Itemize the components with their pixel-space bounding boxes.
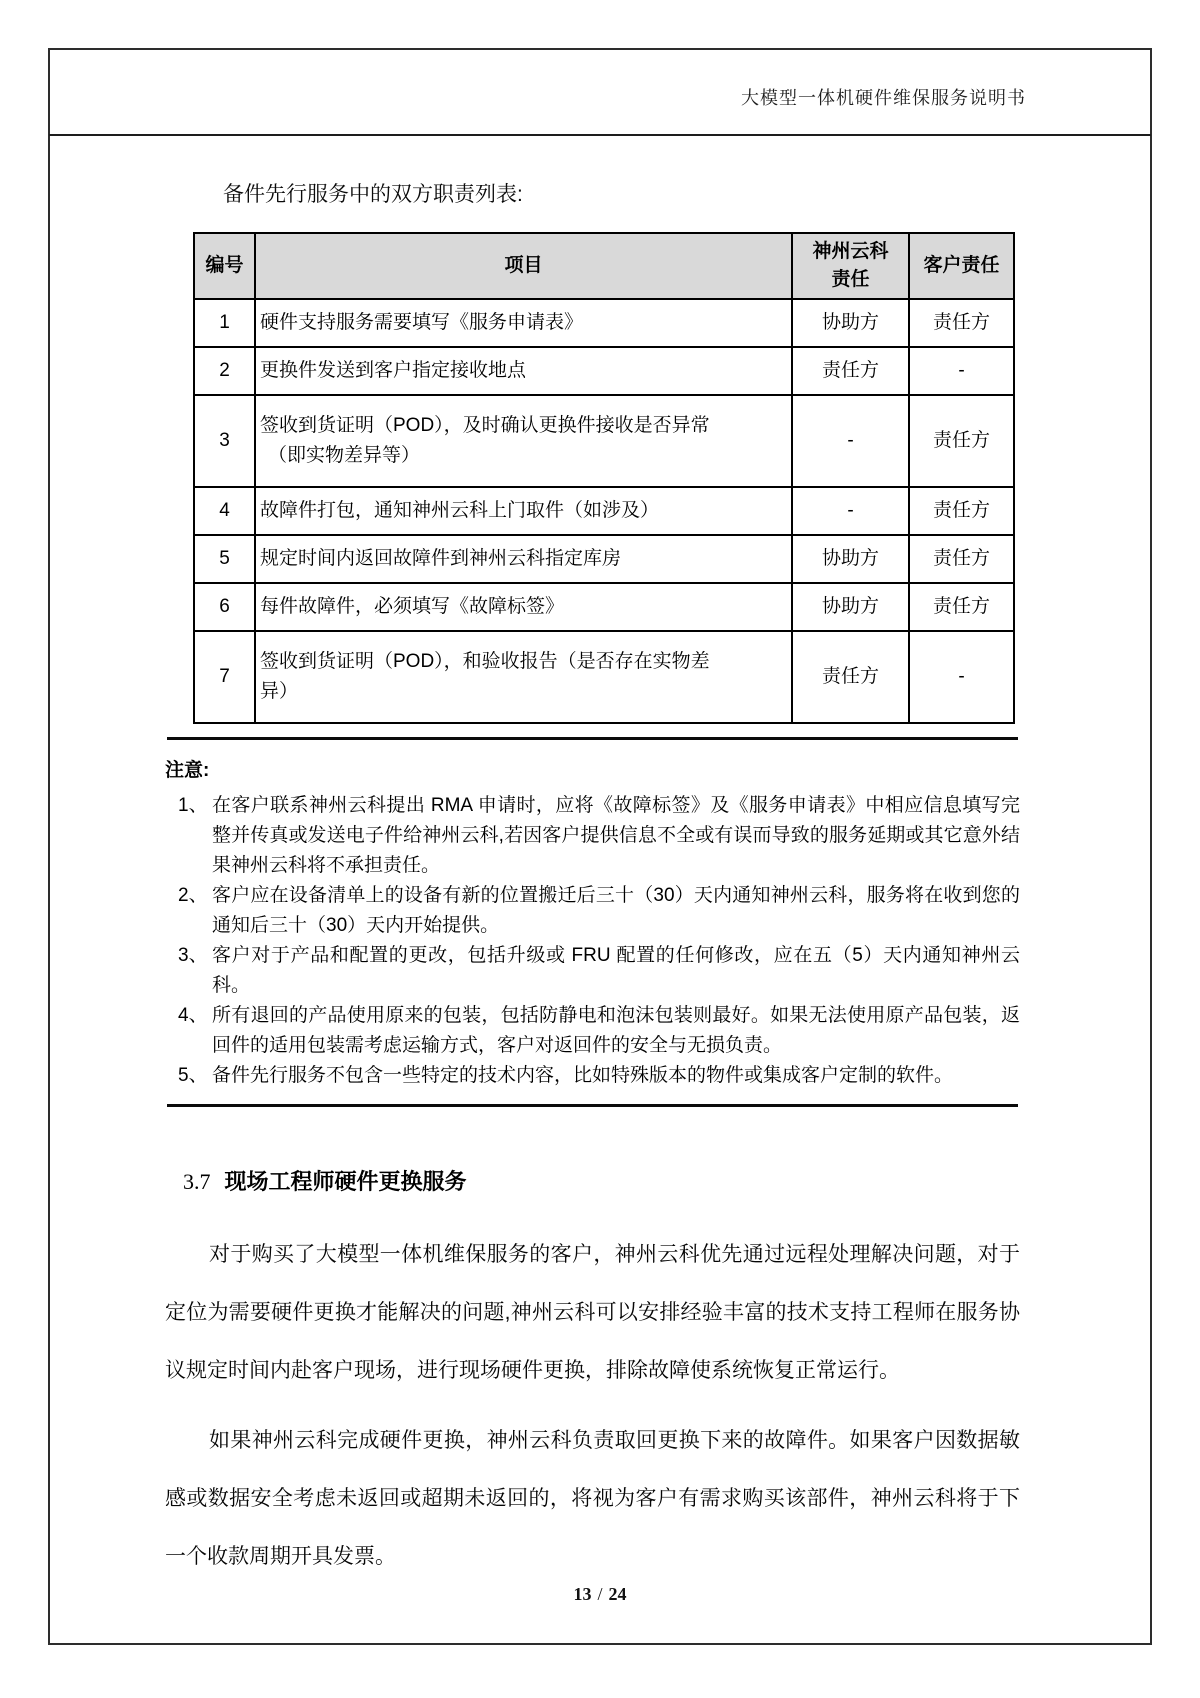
table-header-dcits-line2: 责任	[831, 269, 870, 290]
notes-list	[165, 791, 1020, 1091]
page-footer	[0, 1584, 1200, 1605]
note-item-3	[165, 941, 1020, 1001]
cell-item-line2: 异）	[260, 681, 299, 702]
note-text: 客户应在设备清单上的设备有新的位置搬迁后三十（30）天内通知神州云科，服务将在收到您的通知后三十（30）天内开始提供。	[212, 885, 1020, 936]
table-header-item: 项目	[255, 233, 792, 299]
table-row-1	[194, 299, 1014, 347]
cell-customer-responsibility: 责任方	[909, 535, 1014, 583]
cell-customer-responsibility: 责任方	[909, 487, 1014, 535]
cell-dcits-responsibility: 责任方	[792, 631, 909, 723]
note-text: 所有退回的产品使用原来的包装，包括防静电和泡沫包装则最好。如果无法使用原产品包装，返回件的适用包装需考虑运输方式，客户对返回件的安全与无损负责。	[212, 1005, 1020, 1056]
table-header-dcits-line1: 神州云科	[812, 241, 889, 262]
note-text: 客户对于产品和配置的更改，包括升级或 FRU 配置的任何修改，应在五（5）天内通知神州云科。	[212, 945, 1020, 996]
note-marker: 2、	[178, 885, 208, 906]
note-marker: 1、	[178, 795, 208, 816]
page-number-separator: /	[597, 1584, 603, 1604]
section-divider-line	[167, 737, 1018, 740]
cell-row-number: 2	[194, 347, 255, 395]
cell-dcits-responsibility: 协助方	[792, 583, 909, 631]
section-number: 3.7	[183, 1169, 211, 1194]
responsibilities-table	[193, 232, 1015, 724]
table-row-4	[194, 487, 1014, 535]
cell-dcits-responsibility: 协助方	[792, 535, 909, 583]
cell-row-number: 4	[194, 487, 255, 535]
cell-customer-responsibility: 责任方	[909, 583, 1014, 631]
cell-item: 每件故障件，必须填写《故障标签》	[255, 583, 792, 631]
table-header-no: 编号	[194, 233, 255, 299]
note-text: 备件先行服务不包含一些特定的技术内容，比如特殊版本的物件或集成客户定制的软件。	[212, 1065, 954, 1086]
cell-item	[255, 631, 792, 723]
cell-customer-responsibility: 责任方	[909, 299, 1014, 347]
page-number-current: 13	[573, 1584, 592, 1604]
intro-title: 备件先行服务中的双方职责列表:	[223, 183, 523, 206]
body-paragraph-1: 对于购买了大模型一体机维保服务的客户，神州云科优先通过远程处理解决问题，对于定位为需要硬件更换才能解决的问题,神州云科可以安排经验丰富的技术支持工程师在服务协议规定时间内赴客户现场，进行现场硬件更换，排除故障使系统恢复正常运行。	[165, 1243, 1020, 1382]
cell-customer-responsibility: -	[909, 347, 1014, 395]
note-item-1	[165, 791, 1020, 881]
cell-item: 故障件打包，通知神州云科上门取件（如涉及）	[255, 487, 792, 535]
table-row-6	[194, 583, 1014, 631]
cell-item-line1: 签收到货证明（POD），及时确认更换件接收是否异常	[260, 415, 710, 436]
cell-item-line2: （即实物差异等）	[268, 445, 421, 466]
section-title: 现场工程师硬件更换服务	[224, 1169, 467, 1194]
page-number-total: 24	[608, 1584, 627, 1604]
table-header-dcits-responsibility	[792, 233, 909, 299]
table-row-5	[194, 535, 1014, 583]
cell-item: 更换件发送到客户指定接收地点	[255, 347, 792, 395]
cell-customer-responsibility: 责任方	[909, 395, 1014, 487]
notes-label: 注意:	[165, 760, 210, 781]
note-item-2	[165, 881, 1020, 941]
note-text: 在客户联系神州云科提出 RMA 申请时，应将《故障标签》及《服务申请表》中相应信息填写完整并传真或发送电子件给神州云科,若因客户提供信息不全或有误而导致的服务延期或其它意外结果神州云科将不承担责任。	[212, 795, 1020, 876]
table-row-3	[194, 395, 1014, 487]
note-marker: 3、	[178, 945, 208, 966]
table-row-2	[194, 347, 1014, 395]
note-marker: 4、	[178, 1005, 208, 1026]
cell-item: 规定时间内返回故障件到神州云科指定库房	[255, 535, 792, 583]
table-header-customer-responsibility: 客户责任	[909, 233, 1014, 299]
cell-customer-responsibility: -	[909, 631, 1014, 723]
cell-item: 硬件支持服务需要填写《服务申请表》	[255, 299, 792, 347]
table-header-row	[194, 233, 1014, 299]
cell-item-line1: 签收到货证明（POD），和验收报告（是否存在实物差	[260, 651, 710, 672]
cell-dcits-responsibility: -	[792, 395, 909, 487]
cell-item	[255, 395, 792, 487]
cell-dcits-responsibility: -	[792, 487, 909, 535]
table-row-7	[194, 631, 1014, 723]
cell-dcits-responsibility: 协助方	[792, 299, 909, 347]
cell-row-number: 3	[194, 395, 255, 487]
note-item-4	[165, 1001, 1020, 1061]
cell-row-number: 5	[194, 535, 255, 583]
note-marker: 5、	[178, 1065, 208, 1086]
cell-row-number: 1	[194, 299, 255, 347]
cell-row-number: 6	[194, 583, 255, 631]
body-paragraph-2: 如果神州云科完成硬件更换，神州云科负责取回更换下来的故障件。如果客户因数据敏感或数据安全考虑未返回或超期未返回的，将视为客户有需求购买该部件，神州云科将于下一个收款周期开具发票。	[165, 1429, 1020, 1568]
document-header-title: 大模型一体机硬件维保服务说明书	[741, 88, 1026, 108]
header-divider-line	[49, 134, 1151, 136]
page-content	[165, 152, 1020, 1586]
section-heading	[183, 1165, 1020, 1196]
note-item-5	[165, 1061, 1020, 1091]
section-divider-line	[167, 1104, 1018, 1107]
cell-row-number: 7	[194, 631, 255, 723]
cell-dcits-responsibility: 责任方	[792, 347, 909, 395]
